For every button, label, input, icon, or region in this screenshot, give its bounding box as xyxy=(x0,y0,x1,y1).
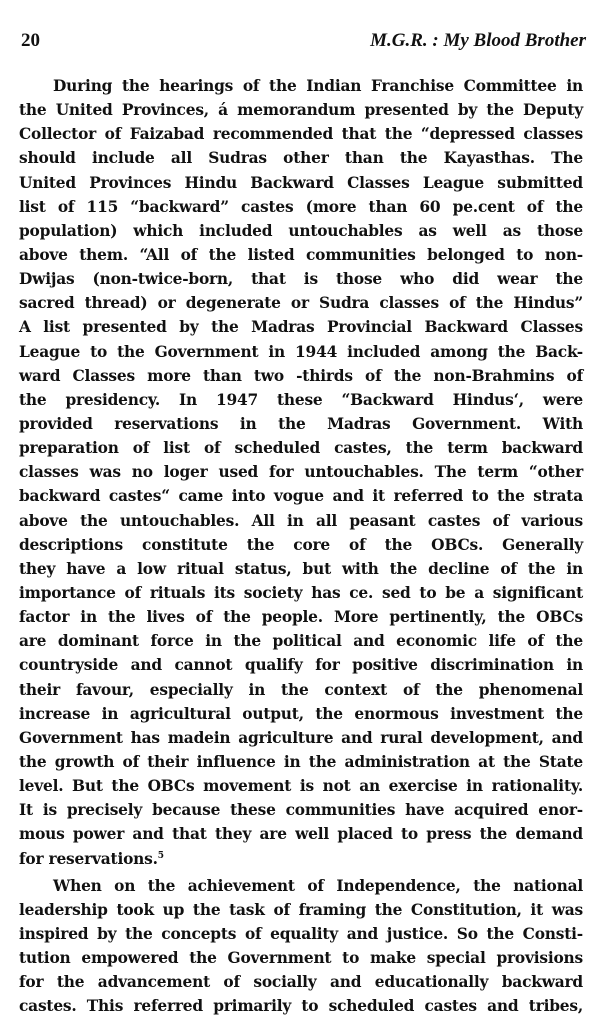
text-line: Dwijas (non-twice-born, that is those who did wear the xyxy=(19,270,583,289)
text-line: level. But the OBCs movement is not an exercise in rationality. xyxy=(19,777,583,796)
text-line: countryside and cannot qualify for positive discrimination in xyxy=(19,656,583,675)
text-line: When on the achievement of Independence, the national xyxy=(53,876,583,895)
text-line: A list presented by the Madras Provincial Backward Classes xyxy=(19,318,583,337)
text-line: the United Provinces, á memorandum presented by the Deputy xyxy=(19,101,583,120)
text-line xyxy=(19,847,583,871)
body-text xyxy=(19,74,583,1018)
text-line: descriptions constitute the core of the OBCs. Generally xyxy=(19,535,583,554)
text-line: list of 115 “backward” castes (more than 60 pe.cent of the xyxy=(19,197,583,216)
text-line: above them. “All of the listed communities belonged to non- xyxy=(19,245,583,264)
text-line: leadership took up the task of framing the Constitution, it was xyxy=(19,900,583,919)
text-line: mous power and that they are well placed to press the demand xyxy=(19,825,583,844)
footnote-reference: 5 xyxy=(157,850,164,861)
page-number: 20 xyxy=(21,30,40,51)
text-line: they have a low ritual status, but with the decline of the in xyxy=(19,559,583,578)
text-line-content: for reservations. xyxy=(19,849,158,868)
text-line: provided reservations in the Madras Government. With xyxy=(19,414,583,433)
text-line: population) which included untouchables as well as those xyxy=(19,221,583,240)
text-line: During the hearings of the Indian Franchise Committee in xyxy=(53,77,583,95)
text-line: factor in the lives of the people. More pertinently, the OBCs xyxy=(19,608,583,627)
text-line: above the untouchables. All in all peasant castes of various xyxy=(19,511,583,530)
text-line: inspired by the concepts of equality and justice. So the Consti- xyxy=(19,924,583,943)
text-line: classes was no loger used for untouchables. The term “other xyxy=(19,463,583,482)
text-line: Collector of Faizabad recommended that the “depressed classes xyxy=(19,125,583,144)
text-line: United Provinces Hindu Backward Classes League submitted xyxy=(19,173,583,192)
running-title: M.G.R. : My Blood Brother xyxy=(370,30,586,51)
text-line: for the advancement of socially and educationally backward xyxy=(19,973,583,992)
text-line: preparation of list of scheduled castes, the term backward xyxy=(19,439,583,458)
text-line: backward castes“ came into vogue and it referred to the strata xyxy=(19,487,583,506)
text-line: tution empowered the Government to make special provisions xyxy=(19,949,583,968)
text-line: It is precisely because these communities have acquired enor- xyxy=(19,801,583,820)
text-line: castes. This referred primarily to scheduled castes and tribes, xyxy=(19,997,583,1016)
paragraph xyxy=(19,74,583,871)
text-line: sacred thread) or degenerate or Sudra classes of the Hindus” xyxy=(19,294,583,313)
text-line: importance of rituals its society has ce. sed to be a significant xyxy=(19,583,583,602)
text-line: the presidency. In 1947 these “Backward Hindus‘, were xyxy=(19,390,583,409)
text-line: the growth of their influence in the administration at the State xyxy=(19,752,583,771)
text-line: should include all Sudras other than the Kayasthas. The xyxy=(19,149,583,168)
text-line: ward Classes more than two -thirds of the non-Brahmins of xyxy=(19,366,583,385)
text-line: Government has madein agriculture and rural development, and xyxy=(19,728,583,747)
text-line: increase in agricultural output, the enormous investment the xyxy=(19,704,583,723)
text-line: are dominant force in the political and economic life of the xyxy=(19,632,583,651)
text-line: their favour, especially in the context of the phenomenal xyxy=(19,680,583,699)
text-line: League to the Government in 1944 included among the Back- xyxy=(19,342,583,361)
paragraph xyxy=(19,874,583,1019)
